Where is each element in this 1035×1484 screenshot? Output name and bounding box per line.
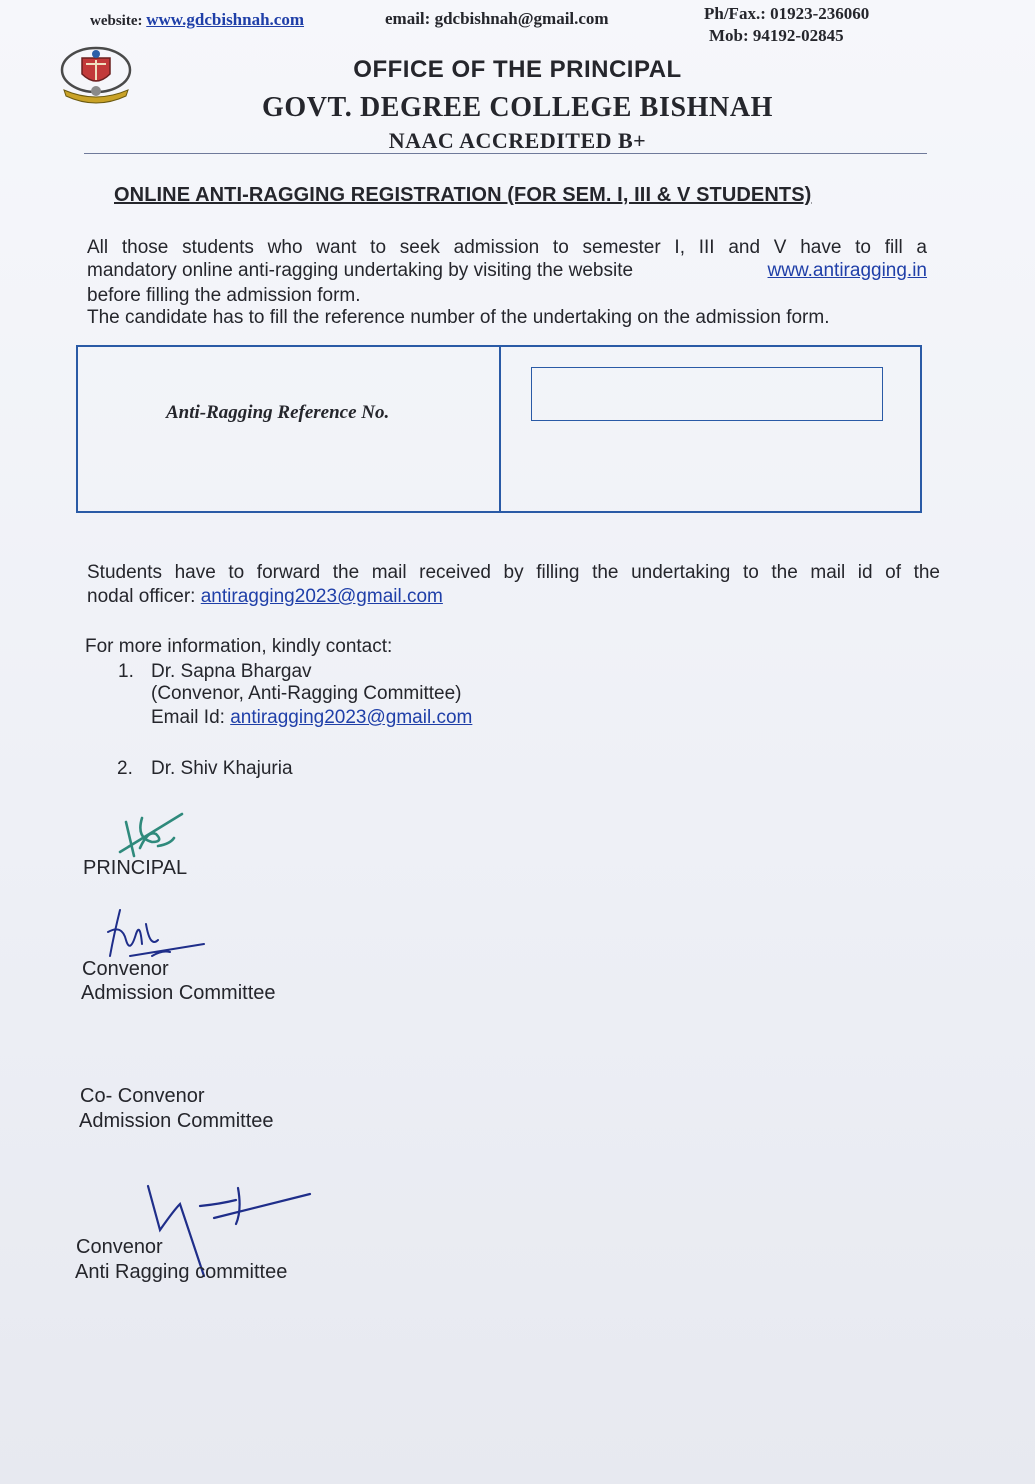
admission-convenor-committee: Admission Committee bbox=[81, 982, 276, 1004]
contact-item-1-email-link[interactable]: antiragging2023@gmail.com bbox=[230, 707, 473, 728]
admission-convenor-signature bbox=[100, 904, 210, 964]
mobile-number: Mob: 94192-02845 bbox=[709, 26, 844, 45]
website-label: website: bbox=[90, 13, 143, 29]
website-line bbox=[90, 10, 304, 30]
nodal-officer-email-link[interactable]: antiragging2023@gmail.com bbox=[200, 586, 443, 607]
notice-line-3: before filling the admission form. bbox=[87, 285, 361, 306]
forward-line-2-label: nodal officer: bbox=[87, 586, 196, 607]
notice-line-1: All those students who want to seek admission to semester I, III and V have to fill a bbox=[87, 237, 927, 258]
notice-line-2 bbox=[87, 259, 927, 283]
principal-title: PRINCIPAL bbox=[83, 857, 188, 879]
anti-ragging-convenor-title: Convenor bbox=[76, 1236, 163, 1258]
reference-number-box bbox=[76, 345, 922, 513]
notice-title: ONLINE ANTI-RAGGING REGISTRATION (FOR SEM. I, III & V STUDENTS) bbox=[114, 184, 812, 206]
admission-convenor-title: Convenor bbox=[82, 958, 169, 980]
header-rule bbox=[84, 153, 927, 154]
contact-intro: For more information, kindly contact: bbox=[85, 636, 393, 657]
reference-number-field[interactable] bbox=[531, 367, 883, 421]
anti-ragging-committee: Anti Ragging committee bbox=[75, 1261, 288, 1283]
co-convenor-title: Co- Convenor bbox=[80, 1085, 205, 1107]
forward-line-2 bbox=[87, 585, 927, 609]
phone-fax: Ph/Fax.: 01923-236060 bbox=[704, 4, 870, 23]
notice-paragraph-2: The candidate has to fill the reference number of the undertaking on the admission form. bbox=[87, 307, 830, 328]
contact-item-1-role: (Convenor, Anti-Ragging Committee) bbox=[151, 683, 462, 704]
forward-line-1: Students have to forward the mail received by filling the undertaking to the mail id of the bbox=[87, 562, 940, 583]
contact-item-1-email-label: Email Id: bbox=[151, 707, 225, 728]
notice-line-2-text: mandatory online anti-ragging undertaking by visiting the website bbox=[87, 260, 634, 281]
reference-box-divider bbox=[499, 347, 501, 511]
email-contact: email: gdcbishnah@gmail.com bbox=[385, 9, 609, 28]
co-convenor-committee: Admission Committee bbox=[79, 1110, 274, 1132]
contact-item-1-name: Dr. Sapna Bhargav bbox=[151, 661, 312, 682]
contact-item-1-number: 1. bbox=[118, 661, 134, 682]
contact-item-2-number: 2. bbox=[117, 758, 133, 779]
reference-number-label: Anti-Ragging Reference No. bbox=[166, 402, 390, 423]
accreditation: NAAC ACCREDITED B+ bbox=[388, 128, 647, 153]
office-title: OFFICE OF THE PRINCIPAL bbox=[353, 56, 682, 83]
website-link[interactable]: www.gdcbishnah.com bbox=[146, 10, 305, 29]
antiragging-website-link[interactable]: www.antiragging.in bbox=[767, 260, 927, 281]
contact-item-1-email-line bbox=[151, 706, 472, 730]
contact-item-2-name: Dr. Shiv Khajuria bbox=[151, 758, 293, 779]
college-name: GOVT. DEGREE COLLEGE BISHNAH bbox=[261, 92, 774, 123]
